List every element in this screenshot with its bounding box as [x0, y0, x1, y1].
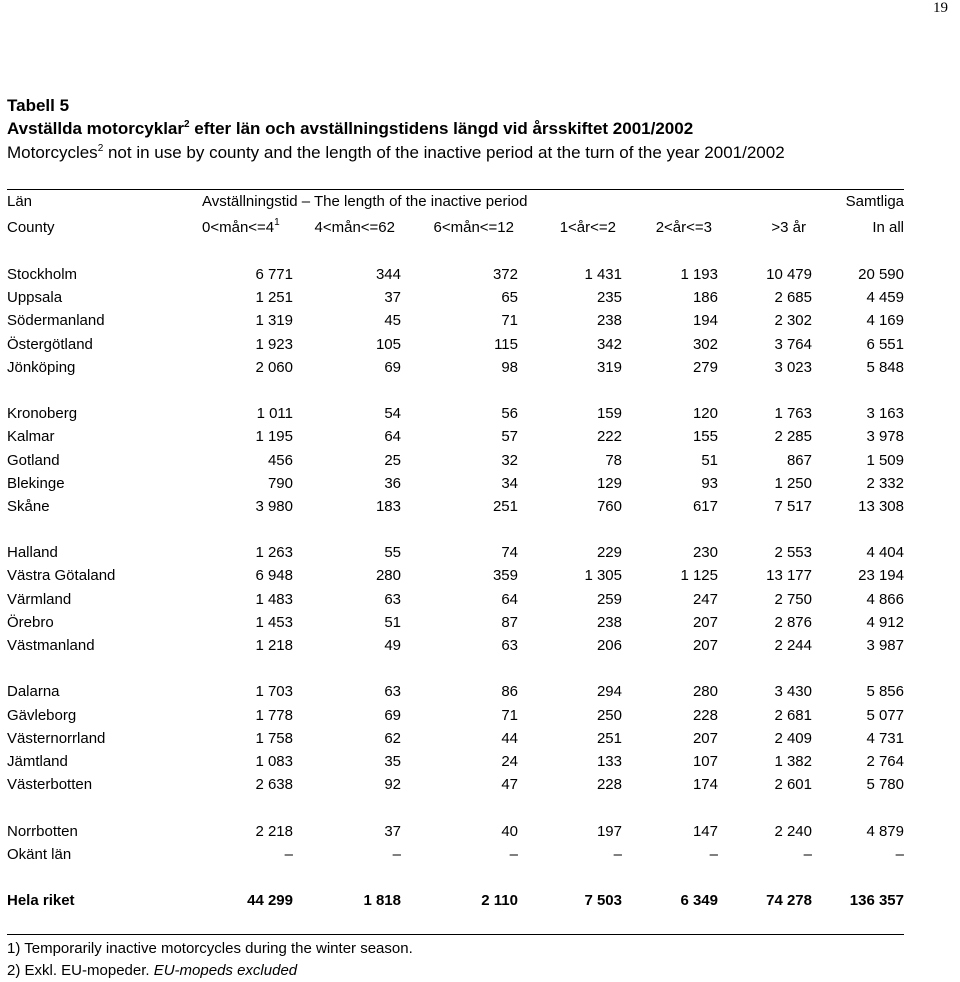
- cell-value: 6 771: [255, 266, 293, 283]
- cell-value: 36: [384, 474, 401, 492]
- cell-value: 3 764: [774, 335, 812, 353]
- footnotes: [7, 938, 413, 982]
- cell-in-all: 4 866: [866, 590, 904, 608]
- title-swedish-text: Avställda motorcyklar: [7, 119, 184, 138]
- cell-in-all: 6 551: [866, 335, 904, 353]
- cell-value: 2 244: [774, 637, 812, 654]
- table-row: [7, 263, 904, 286]
- header-col-2: 4<mån<=62: [314, 219, 395, 236]
- cell-value: 129: [596, 474, 622, 492]
- footnote-2-en: EU-mopeds excluded: [153, 962, 298, 979]
- cell-value: 57: [501, 428, 518, 446]
- table-label: Tabell 5: [7, 96, 70, 115]
- cell-value: 65: [501, 289, 518, 307]
- cell-value: 1 818: [363, 892, 401, 910]
- cell-value: 1 319: [255, 312, 293, 330]
- county-name: Värmland: [7, 590, 72, 608]
- row-spacer: [7, 796, 904, 819]
- table-row: [7, 333, 904, 356]
- header-period-group: Avställningstid – The length of the inactive period: [202, 193, 528, 210]
- cell-value: 3 023: [774, 358, 812, 376]
- cell-in-all: 5 780: [866, 776, 904, 794]
- cell-value: 7 503: [584, 892, 622, 910]
- cell-in-all: 5 848: [866, 358, 904, 376]
- county-name: Norrbotten: [7, 822, 78, 840]
- cell-value: 2 750: [774, 590, 812, 608]
- table-row: [7, 449, 904, 472]
- cell-value: 87: [501, 613, 518, 631]
- county-name: Hela riket: [7, 892, 75, 910]
- cell-value: 56: [501, 405, 518, 423]
- cell-value: 6 349: [680, 892, 718, 910]
- county-name: Kronoberg: [7, 405, 78, 423]
- cell-value: 238: [596, 613, 622, 631]
- cell-value: 74: [501, 544, 518, 562]
- cell-in-all: 13 308: [858, 497, 904, 515]
- title-english-text-cont: not in use by county and the length of the inactive period at the turn of the year 2001/2002: [103, 143, 785, 162]
- county-name: Södermanland: [7, 312, 105, 330]
- cell-value: 186: [692, 289, 718, 307]
- table-row: [7, 588, 904, 611]
- cell-value: 250: [596, 706, 622, 724]
- header-col-5: 2<år<=3: [655, 219, 712, 236]
- table-row: [7, 820, 904, 843]
- cell-value: 44 299: [247, 892, 293, 910]
- table-title-block: [7, 94, 785, 165]
- cell-value: 280: [375, 567, 401, 585]
- cell-value: 159: [596, 405, 622, 423]
- cell-value: 2 601: [774, 776, 812, 794]
- county-name: Västmanland: [7, 637, 95, 654]
- county-name: Dalarna: [7, 683, 60, 701]
- county-name: Gävleborg: [7, 706, 77, 724]
- cell-in-all: 1 509: [866, 451, 904, 469]
- cell-value: 207: [692, 729, 718, 747]
- footnote-2: [7, 960, 413, 982]
- cell-value: 247: [692, 590, 718, 608]
- cell-value: 342: [596, 335, 622, 353]
- cell-value: 155: [692, 428, 718, 446]
- footnote-ref-1: 1: [274, 217, 280, 228]
- cell-value: 1 758: [255, 729, 293, 747]
- county-name: Okänt län: [7, 845, 72, 863]
- cell-in-all: 5 077: [866, 706, 904, 724]
- cell-in-all: –: [895, 845, 904, 863]
- cell-value: 1 431: [584, 266, 622, 283]
- cell-value: 1 263: [255, 544, 293, 562]
- cell-value: 359: [492, 567, 518, 585]
- table-row: [7, 541, 904, 564]
- cell-value: 133: [596, 752, 622, 770]
- cell-value: 207: [692, 637, 718, 654]
- table-row: [7, 472, 904, 495]
- row-spacer: [7, 379, 904, 402]
- cell-in-all: 2 764: [866, 752, 904, 770]
- cell-in-all: 3 163: [866, 405, 904, 423]
- cell-value: 2 876: [774, 613, 812, 631]
- table-row: [7, 309, 904, 332]
- cell-value: 51: [384, 613, 401, 631]
- cell-value: 206: [596, 637, 622, 654]
- cell-value: 197: [596, 822, 622, 840]
- cell-value: 1 250: [774, 474, 812, 492]
- cell-value: 69: [384, 706, 401, 724]
- cell-in-all: 4 731: [866, 729, 904, 747]
- cell-value: 2 681: [774, 706, 812, 724]
- county-name: Blekinge: [7, 474, 65, 492]
- cell-value: 63: [384, 683, 401, 701]
- title-english: [7, 141, 785, 165]
- cell-value: 120: [692, 405, 718, 423]
- county-name: Västerbotten: [7, 776, 93, 794]
- cell-value: 64: [384, 428, 401, 446]
- cell-value: 13 177: [766, 567, 812, 585]
- footnote-ref-2: 2: [184, 119, 190, 130]
- cell-value: 35: [384, 752, 401, 770]
- cell-value: 74 278: [766, 892, 812, 910]
- cell-value: 1 011: [256, 405, 293, 423]
- table-row: [7, 495, 904, 518]
- row-spacer: [7, 657, 904, 680]
- footnote-2-sv: 2) Exkl. EU-mopeder.: [7, 962, 154, 979]
- cell-value: 235: [596, 289, 622, 307]
- county-name: Kalmar: [7, 428, 55, 446]
- cell-in-all: 4 169: [866, 312, 904, 330]
- table-row: [7, 680, 904, 703]
- cell-value: –: [709, 845, 718, 863]
- top-rule: [7, 189, 904, 190]
- title-swedish-text-cont: efter län och avställningstidens längd vid årsskiftet 2001/2002: [189, 119, 694, 138]
- header-col-3: 6<mån<=12: [433, 219, 514, 236]
- cell-value: 2 638: [255, 776, 293, 794]
- cell-value: 207: [692, 613, 718, 631]
- cell-value: 344: [375, 266, 401, 283]
- header-col-1: [202, 219, 280, 236]
- cell-value: 251: [492, 497, 518, 515]
- cell-value: 78: [605, 451, 622, 469]
- cell-value: 228: [596, 776, 622, 794]
- cell-value: 45: [384, 312, 401, 330]
- cell-value: 2 685: [774, 289, 812, 307]
- cell-value: 230: [692, 544, 718, 562]
- cell-value: 259: [596, 590, 622, 608]
- county-name: Västra Götaland: [7, 567, 116, 585]
- cell-in-all: 23 194: [858, 567, 904, 585]
- cell-value: 105: [375, 335, 401, 353]
- footnote-ref-2-en: 2: [97, 143, 104, 154]
- table-row: [7, 402, 904, 425]
- header-lan: Län: [7, 193, 33, 210]
- cell-value: 2 409: [774, 729, 812, 747]
- header-col-4: 1<år<=2: [559, 219, 616, 236]
- cell-in-all: 136 357: [849, 892, 904, 910]
- table-row: [7, 727, 904, 750]
- cell-in-all: 4 459: [866, 289, 904, 307]
- county-name: Jönköping: [7, 358, 76, 376]
- cell-value: 1 218: [255, 637, 293, 654]
- cell-value: 25: [384, 451, 401, 469]
- cell-value: 228: [692, 706, 718, 724]
- title-english-text: Motorcycles: [7, 143, 98, 162]
- table-row: [7, 564, 904, 587]
- cell-value: 34: [501, 474, 518, 492]
- cell-value: 92: [384, 776, 401, 794]
- cell-value: 10 479: [766, 266, 812, 283]
- cell-value: 63: [384, 590, 401, 608]
- cell-value: 251: [596, 729, 622, 747]
- cell-value: –: [284, 845, 293, 863]
- cell-value: 790: [267, 474, 293, 492]
- cell-value: 222: [596, 428, 622, 446]
- table-row: [7, 704, 904, 727]
- cell-in-all: 2 332: [866, 474, 904, 492]
- header-county: County: [7, 219, 55, 236]
- cell-value: 867: [786, 451, 812, 469]
- bottom-rule: [7, 934, 904, 935]
- cell-value: 63: [501, 637, 518, 654]
- county-name: Östergötland: [7, 335, 93, 353]
- cell-value: 319: [596, 358, 622, 376]
- cell-in-all: 20 590: [858, 266, 904, 283]
- cell-value: 238: [596, 312, 622, 330]
- cell-value: 98: [501, 358, 518, 376]
- header-col-6: >3 år: [771, 219, 806, 236]
- cell-in-all: 4 404: [866, 544, 904, 562]
- table-row: [7, 425, 904, 448]
- cell-value: 44: [501, 729, 518, 747]
- cell-value: 2 285: [774, 428, 812, 446]
- cell-value: 71: [501, 706, 518, 724]
- cell-value: 760: [596, 497, 622, 515]
- cell-value: 107: [692, 752, 718, 770]
- cell-value: –: [392, 845, 401, 863]
- cell-value: 1 125: [680, 567, 718, 585]
- cell-value: 47: [501, 776, 518, 794]
- cell-value: 69: [384, 358, 401, 376]
- cell-value: 1 763: [774, 405, 812, 423]
- cell-value: 1 251: [255, 289, 293, 307]
- cell-value: 294: [596, 683, 622, 701]
- county-name: Stockholm: [7, 266, 78, 283]
- table-row: [7, 634, 904, 657]
- cell-value: 1 483: [255, 590, 293, 608]
- cell-value: 1 195: [255, 428, 293, 446]
- county-name: Västernorrland: [7, 729, 106, 747]
- cell-value: 147: [692, 822, 718, 840]
- county-name: Gotland: [7, 451, 60, 469]
- county-name: Halland: [7, 544, 58, 562]
- table-row: [7, 773, 904, 796]
- total-row: [7, 889, 904, 912]
- cell-value: 280: [692, 683, 718, 701]
- cell-value: 37: [384, 822, 401, 840]
- row-spacer: [7, 518, 904, 541]
- cell-value: 24: [501, 752, 518, 770]
- cell-value: 32: [501, 451, 518, 469]
- cell-value: 93: [701, 474, 718, 492]
- county-name: Uppsala: [7, 289, 63, 307]
- cell-value: 40: [501, 822, 518, 840]
- cell-value: 115: [494, 335, 518, 353]
- cell-value: 37: [384, 289, 401, 307]
- header-samtliga: Samtliga: [845, 193, 904, 210]
- cell-value: 64: [501, 590, 518, 608]
- cell-value: 51: [701, 451, 718, 469]
- cell-value: 1 703: [255, 683, 293, 701]
- cell-value: 1 305: [584, 567, 622, 585]
- cell-value: 62: [384, 729, 401, 747]
- cell-value: –: [613, 845, 622, 863]
- cell-value: 194: [692, 312, 718, 330]
- cell-value: 302: [692, 335, 718, 353]
- cell-value: 7 517: [774, 497, 812, 515]
- cell-value: 2 240: [774, 822, 812, 840]
- cell-value: 86: [501, 683, 518, 701]
- cell-value: 372: [492, 266, 518, 283]
- cell-value: 1 193: [680, 266, 718, 283]
- footnote-1: 1) Temporarily inactive motorcycles during the winter season.: [7, 940, 413, 957]
- cell-in-all: 4 912: [866, 613, 904, 631]
- table-row: [7, 843, 904, 866]
- cell-in-all: 4 879: [866, 822, 904, 840]
- cell-value: 1 923: [255, 335, 293, 353]
- table-row: [7, 750, 904, 773]
- cell-value: 1 778: [255, 706, 293, 724]
- table-row: [7, 356, 904, 379]
- cell-value: 2 553: [774, 544, 812, 562]
- header-in-all: In all: [872, 219, 904, 236]
- cell-value: 2 302: [774, 312, 812, 330]
- cell-value: 1 453: [255, 613, 293, 631]
- table-row: [7, 611, 904, 634]
- cell-value: 1 382: [774, 752, 812, 770]
- county-name: Jämtland: [7, 752, 68, 770]
- cell-value: 3 980: [255, 497, 293, 515]
- title-swedish: [7, 117, 785, 141]
- cell-value: 183: [375, 497, 401, 515]
- cell-in-all: 3 987: [866, 637, 904, 654]
- row-spacer: [7, 866, 904, 889]
- cell-value: 54: [384, 405, 401, 423]
- cell-value: 1 083: [255, 752, 293, 770]
- cell-value: 6 948: [255, 567, 293, 585]
- data-table: [7, 263, 904, 912]
- cell-value: 617: [692, 497, 718, 515]
- cell-value: 2 218: [255, 822, 293, 840]
- cell-value: 174: [692, 776, 718, 794]
- page-number: 19: [933, 0, 948, 16]
- cell-in-all: 5 856: [866, 683, 904, 701]
- cell-value: 456: [267, 451, 293, 469]
- cell-value: 71: [501, 312, 518, 330]
- cell-value: 49: [384, 637, 401, 654]
- county-name: Skåne: [7, 497, 50, 515]
- cell-value: –: [509, 845, 518, 863]
- cell-in-all: 3 978: [866, 428, 904, 446]
- cell-value: 55: [384, 544, 401, 562]
- cell-value: –: [803, 845, 812, 863]
- cell-value: 229: [596, 544, 622, 562]
- cell-value: 279: [692, 358, 718, 376]
- cell-value: 2 060: [255, 358, 293, 376]
- header-col-1-label: 0<mån<=4: [202, 219, 275, 236]
- county-name: Örebro: [7, 613, 54, 631]
- cell-value: 2 110: [481, 892, 518, 910]
- cell-value: 3 430: [774, 683, 812, 701]
- table-row: [7, 286, 904, 309]
